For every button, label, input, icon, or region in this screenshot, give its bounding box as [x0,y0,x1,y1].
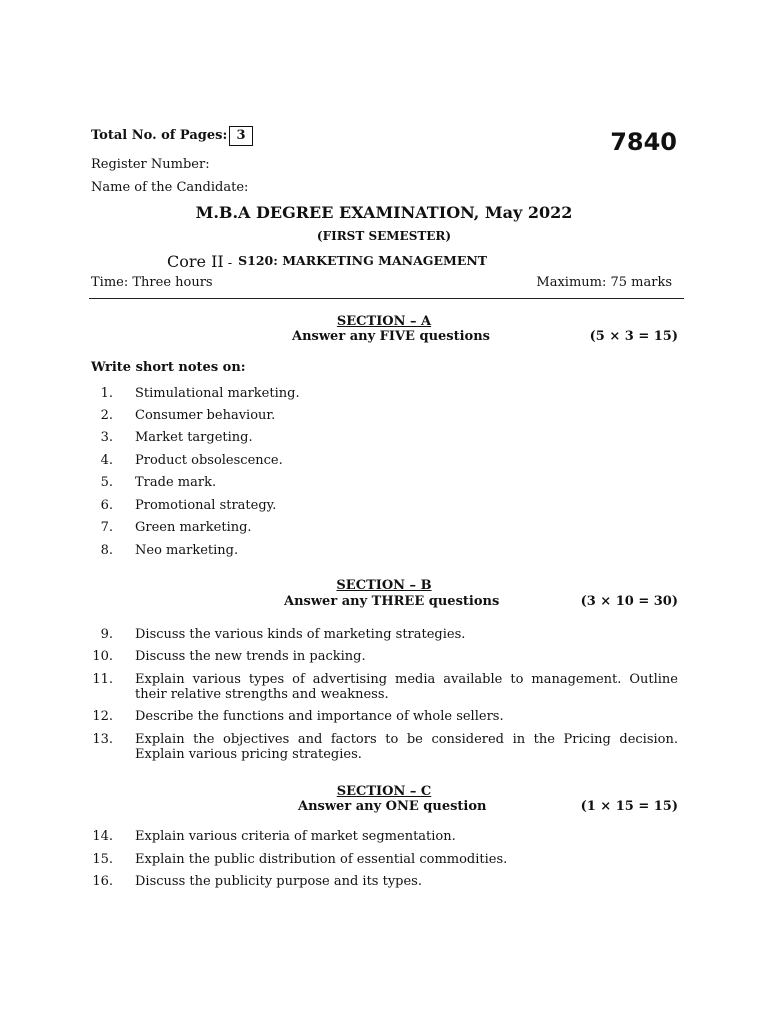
question-number: 10. [92,649,113,664]
question-text: Neo marketing. [135,543,239,558]
question-item [91,498,678,513]
question-number: 6. [100,498,113,513]
question-item [91,475,678,490]
question-text: Stimulational marketing. [135,386,300,401]
question-number: 1. [100,386,113,401]
question-item [91,709,678,724]
question-text: Trade mark. [135,475,217,490]
question-item [91,829,678,844]
subject-title: S120: MARKETING MANAGEMENT [238,253,488,268]
question-text: Product obsolescence. [135,453,283,468]
question-text: Explain various types of advertising media available to management. Outline their relative strengths and weakness. [135,672,678,702]
question-item [91,520,678,535]
question-text: Explain the public distribution of essential commodities. [135,852,508,867]
question-text: Green marketing. [135,520,252,535]
question-item [91,453,678,468]
question-text: Describe the functions and importance of whole sellers. [135,709,504,724]
question-number: 4. [100,453,113,468]
question-item [91,874,678,889]
section-b-marks: (3 × 10 = 30) [580,594,678,609]
section-a-marks: (5 × 3 = 15) [589,329,678,344]
question-text: Market targeting. [135,430,253,445]
section-a-title: SECTION – A [336,314,432,329]
question-text: Discuss the new trends in packing. [135,649,366,664]
question-item [91,627,678,642]
question-number: 9. [100,627,113,642]
question-item [91,672,678,702]
question-item [91,852,678,867]
question-text: Consumer behaviour. [135,408,276,423]
question-text: Discuss the various kinds of marketing strategies. [135,627,466,642]
total-pages-box: 3 [229,126,253,146]
question-number: 5. [100,475,113,490]
question-number: 12. [92,709,113,724]
exam-duration: Time: Three hours [91,275,213,290]
question-item [91,430,678,445]
question-item [91,649,678,664]
section-a-instruction: Answer any FIVE questions [292,329,490,344]
paper-code: 7840 [610,128,677,156]
question-text: Explain the objectives and factors to be considered in the Pricing decision. Explain various pricing strategies. [135,732,678,762]
exam-title: M.B.A DEGREE EXAMINATION, May 2022 [195,203,573,222]
maximum-marks: Maximum: 75 marks [536,275,672,290]
short-notes-label: Write short notes on: [91,360,246,375]
question-text: Explain various criteria of market segmentation. [135,829,456,844]
course-separator: - [227,256,233,271]
question-item [91,386,678,401]
section-b-title: SECTION – B [336,578,432,593]
candidate-name-label: Name of the Candidate: [91,180,249,195]
question-number: 13. [92,732,113,747]
question-number: 15. [92,852,113,867]
section-c-marks: (1 × 15 = 15) [580,799,678,814]
question-number: 11. [92,672,113,687]
course-line [167,252,487,271]
question-item [91,543,678,558]
section-b-instruction: Answer any THREE questions [284,594,500,609]
question-item [91,732,678,762]
question-text: Promotional strategy. [135,498,277,513]
semester: (FIRST SEMESTER) [316,229,452,243]
question-number: 16. [92,874,113,889]
total-pages-label: Total No. of Pages: [91,128,228,143]
question-number: 8. [100,543,113,558]
question-number: 2. [100,408,113,423]
question-item [91,408,678,423]
question-number: 14. [92,829,113,844]
header-divider [89,298,684,299]
register-number-label: Register Number: [91,157,210,172]
core-label: Core II [167,252,224,271]
section-c-title: SECTION – C [336,784,432,799]
question-number: 7. [100,520,113,535]
section-c-instruction: Answer any ONE question [298,799,487,814]
question-text: Discuss the publicity purpose and its types. [135,874,422,889]
question-number: 3. [100,430,113,445]
